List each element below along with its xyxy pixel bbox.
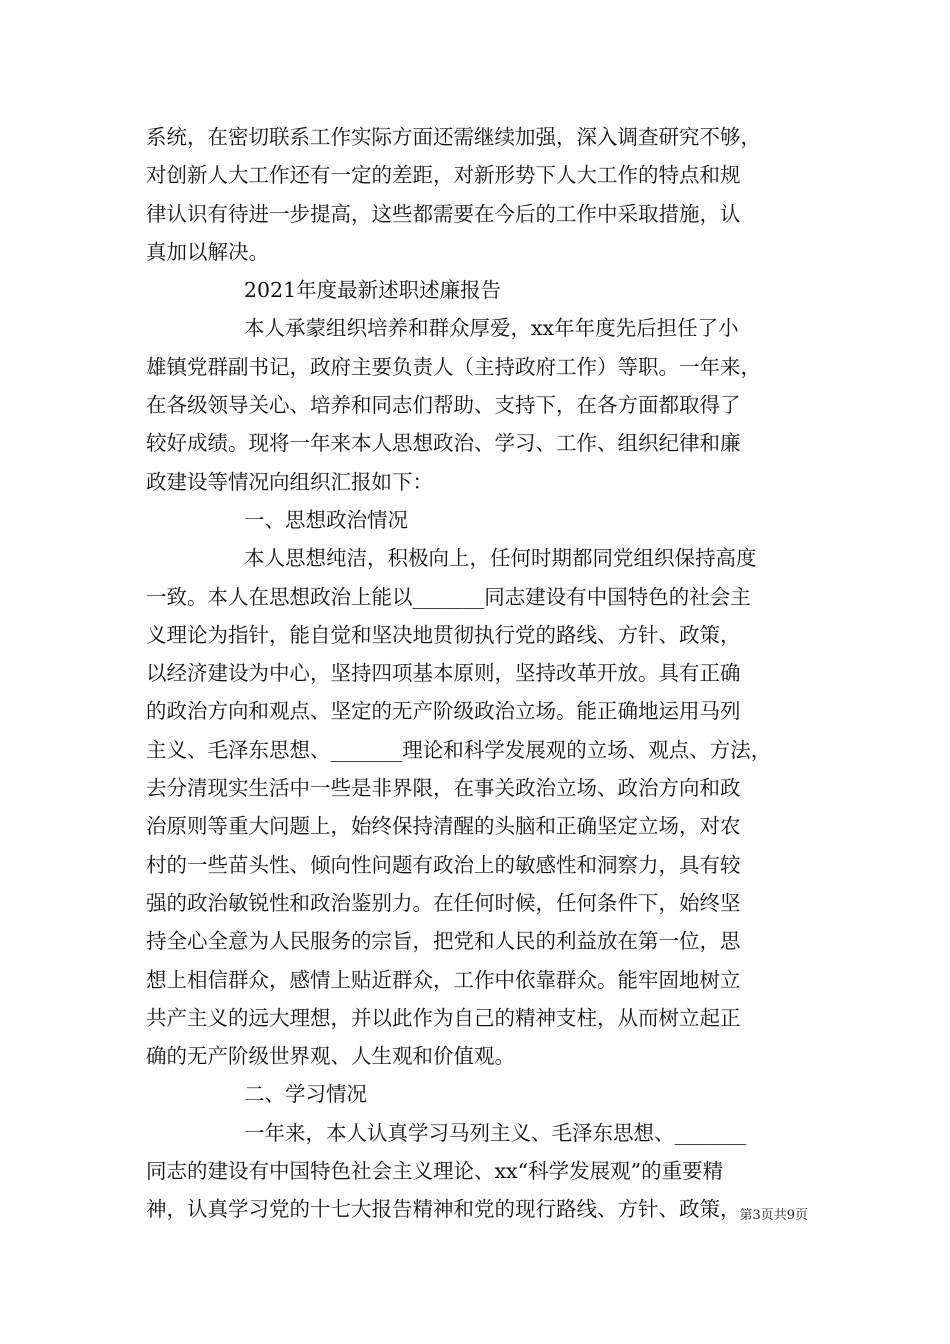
text-line: 在各级领导关心、培养和同志们帮助、支持下，在各方面都取得了 [146, 393, 741, 418]
text-line: 较好成绩。现将一年来本人思想政治、学习、工作、组织纪律和廉 [146, 431, 741, 456]
text-line: 律认识有待进一步提高，这些都需要在今后的工作中采取措施，认 [146, 201, 741, 226]
text-line: 政建设等情况向组织汇报如下： [146, 469, 433, 494]
text-line: 本人承蒙组织培养和群众厚爱，xx年年度先后担任了小 [244, 316, 739, 341]
text-line: 同志的建设有中国特色社会主义理论、xx“科学发展观”的重要精 [146, 1159, 724, 1184]
text-line: 强的政治敏锐性和政治鉴别力。在任何时候，任何条件下，始终坚 [146, 890, 741, 915]
text-line: 义理论为指针，能自觉和坚决地贯彻执行党的路线、方针、政策， [146, 622, 741, 647]
text-line: 想上相信群众，感情上贴近群众，工作中依靠群众。能牢固地树立 [146, 967, 741, 992]
text-line: 确的无产阶级世界观、人生观和价值观。 [146, 1044, 515, 1069]
text-line: 共产主义的远大理想，并以此作为自己的精神支柱，从而树立起正 [146, 1005, 741, 1030]
text-line: 本人思想纯洁，积极向上，任何时期都同党组织保持高度 [244, 546, 757, 571]
page-number: 第3页共9页 [739, 1208, 808, 1223]
text-line: 系统，在密切联系工作实际方面还需继续加强，深入调查研究不够， [146, 125, 761, 149]
text-line: 治原则等重大问题上，始终保持清醒的头脑和正确坚定立场，对农 [146, 814, 741, 839]
text-line: 对创新人大工作还有一定的差距，对新形势下人大工作的特点和规 [146, 163, 741, 188]
text-line: 一、思想政治情况 [244, 507, 408, 532]
text-line: 2021年度最新述职述廉报告 [244, 278, 502, 303]
text-line: 真加以解决。 [146, 239, 269, 264]
text-line: 持全心全意为人民服务的宗旨，把党和人民的利益放在第一位，思 [146, 929, 741, 954]
text-line: 二、学习情况 [244, 1082, 367, 1107]
text-line: 以经济建设为中心，坚持四项基本原则，坚持改革开放。具有正确 [146, 661, 741, 686]
text-line: 的政治方向和观点、坚定的无产阶级政治立场。能正确地运用马列 [146, 699, 741, 724]
text-line: 一致。本人在思想政治上能以_______同志建设有中国特色的社会主 [146, 584, 751, 609]
text-line: 一年来，本人认真学习马列主义、毛泽东思想、_______ [244, 1120, 747, 1145]
text-line: 去分清现实生活中一些是非界限，在事关政治立场、政治方向和政 [146, 776, 741, 801]
document-body [146, 118, 822, 1229]
text-line: 雄镇党群副书记，政府主要负责人（主持政府工作）等职。一年来， [146, 354, 761, 379]
text-line: 主义、毛泽东思想、_______理论和科学发展观的立场、观点、方法， [146, 737, 772, 762]
text-line: 村的一些苗头性、倾向性问题有政治上的敏感性和洞察力，具有较 [146, 852, 741, 877]
text-line: 神，认真学习党的十七大报告精神和党的现行路线、方针、政策， [146, 1197, 741, 1222]
